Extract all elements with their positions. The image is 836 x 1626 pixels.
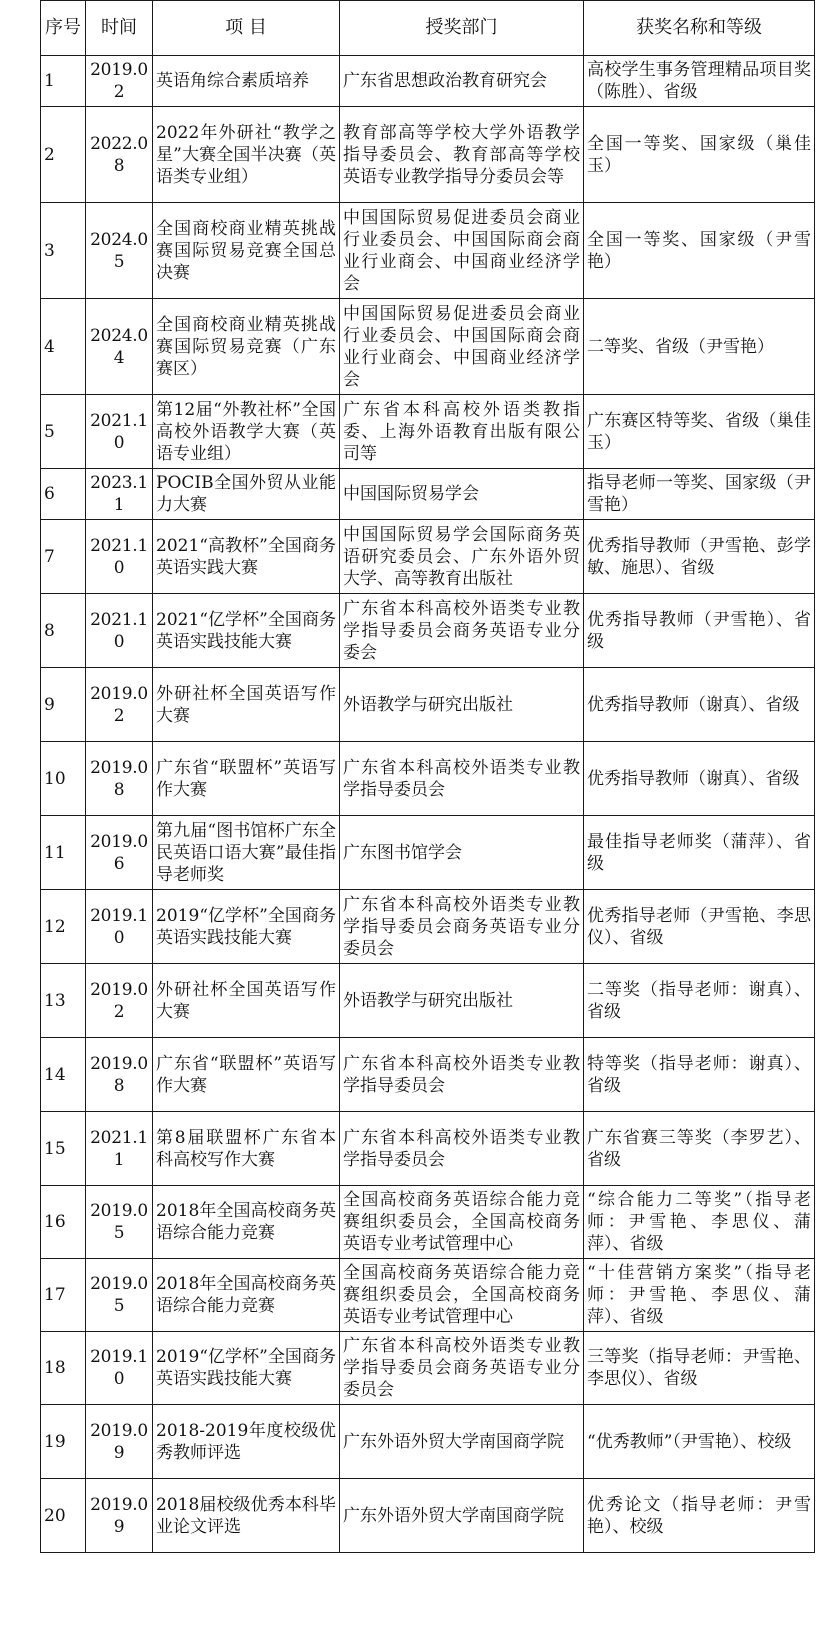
row-award: 全国一等奖、国家级（巢佳玉） xyxy=(584,107,815,203)
header-num: 序号 xyxy=(41,1,86,56)
row-date: 2019.02 xyxy=(86,964,153,1038)
row-department: 中国国际贸易学会国际商务英语研究委员会、广东外语外贸大学、高等教育出版社 xyxy=(340,520,584,594)
row-department: 广东省思想政治教育研究会 xyxy=(340,56,584,107)
row-project: 2018届校级优秀本科毕业论文评选 xyxy=(153,1479,340,1553)
table-row xyxy=(41,964,815,1038)
header-award: 获奖名称和等级 xyxy=(584,1,815,56)
header-department: 授奖部门 xyxy=(340,1,584,56)
awards-table xyxy=(40,0,815,1553)
row-date: 2021.10 xyxy=(86,395,153,469)
table-row xyxy=(41,1038,815,1112)
table-row xyxy=(41,56,815,107)
row-number: 16 xyxy=(41,1186,86,1259)
row-date: 2021.11 xyxy=(86,1112,153,1186)
row-award: 二等奖、省级（尹雪艳） xyxy=(584,299,815,395)
row-date: 2022.08 xyxy=(86,107,153,203)
table-row xyxy=(41,1259,815,1332)
row-project: 2019“亿学杯”全国商务英语实践技能大赛 xyxy=(153,1332,340,1405)
row-project: 2019“亿学杯”全国商务英语实践技能大赛 xyxy=(153,890,340,964)
row-project: 英语角综合素质培养 xyxy=(153,56,340,107)
row-project: 2022年外研社“教学之星”大赛全国半决赛（英语类专业组） xyxy=(153,107,340,203)
table-row xyxy=(41,299,815,395)
row-department: 广东外语外贸大学南国商学院 xyxy=(340,1405,584,1479)
row-award: 优秀指导教师（尹雪艳、彭学敏、施思）、省级 xyxy=(584,520,815,594)
row-date: 2021.10 xyxy=(86,520,153,594)
row-date: 2019.08 xyxy=(86,1038,153,1112)
table-row xyxy=(41,520,815,594)
row-number: 14 xyxy=(41,1038,86,1112)
header-row xyxy=(41,1,815,56)
row-number: 5 xyxy=(41,395,86,469)
row-date: 2024.05 xyxy=(86,203,153,299)
row-department: 教育部高等学校大学外语教学指导委员会、教育部高等学校英语专业教学指导分委员会等 xyxy=(340,107,584,203)
row-award: 优秀指导老师（尹雪艳、李思仪）、省级 xyxy=(584,890,815,964)
header-date: 时间 xyxy=(86,1,153,56)
row-project: 广东省“联盟杯”英语写作大赛 xyxy=(153,742,340,816)
row-project: POCIB全国外贸从业能力大赛 xyxy=(153,469,340,520)
table-row xyxy=(41,1332,815,1405)
row-number: 1 xyxy=(41,56,86,107)
row-department: 中国国际贸易学会 xyxy=(340,469,584,520)
table-row xyxy=(41,890,815,964)
table-row xyxy=(41,1405,815,1479)
row-project: 第12届“外教社杯”全国高校外语教学大赛（英语专业组） xyxy=(153,395,340,469)
row-number: 8 xyxy=(41,594,86,668)
row-award: 优秀论文（指导老师：尹雪艳）、校级 xyxy=(584,1479,815,1553)
header-project: 项 目 xyxy=(153,1,340,56)
row-department: 全国高校商务英语综合能力竞赛组织委员会，全国高校商务英语专业考试管理中心 xyxy=(340,1186,584,1259)
row-award: 指导老师一等奖、国家级（尹雪艳） xyxy=(584,469,815,520)
row-date: 2019.06 xyxy=(86,816,153,890)
row-number: 6 xyxy=(41,469,86,520)
row-project: 第九届“图书馆杯广东全民英语口语大赛”最佳指导老师奖 xyxy=(153,816,340,890)
table-row xyxy=(41,1112,815,1186)
row-date: 2019.05 xyxy=(86,1186,153,1259)
row-award: 全国一等奖、国家级（尹雪艳） xyxy=(584,203,815,299)
table-row xyxy=(41,1186,815,1259)
row-number: 2 xyxy=(41,107,86,203)
row-department: 中国国际贸易促进委员会商业行业委员会、中国国际商会商业行业商会、中国商业经济学会 xyxy=(340,299,584,395)
row-date: 2019.10 xyxy=(86,1332,153,1405)
table-row xyxy=(41,668,815,742)
row-project: 2021“亿学杯”全国商务英语实践技能大赛 xyxy=(153,594,340,668)
table-row xyxy=(41,816,815,890)
row-department: 广东图书馆学会 xyxy=(340,816,584,890)
row-number: 4 xyxy=(41,299,86,395)
row-number: 12 xyxy=(41,890,86,964)
row-award: 优秀指导教师（尹雪艳）、省级 xyxy=(584,594,815,668)
row-project: 全国商校商业精英挑战赛国际贸易竞赛（广东赛区） xyxy=(153,299,340,395)
row-award: 最佳指导老师奖（蒲萍）、省级 xyxy=(584,816,815,890)
row-award: 三等奖（指导老师：尹雪艳、李思仪）、省级 xyxy=(584,1332,815,1405)
row-number: 20 xyxy=(41,1479,86,1553)
row-date: 2019.05 xyxy=(86,1259,153,1332)
row-date: 2023.11 xyxy=(86,469,153,520)
row-award: 优秀指导教师（谢真）、省级 xyxy=(584,742,815,816)
row-award: 特等奖（指导老师：谢真）、省级 xyxy=(584,1038,815,1112)
row-project: 2018-2019年度校级优秀教师评选 xyxy=(153,1405,340,1479)
row-project: 2018年全国高校商务英语综合能力竞赛 xyxy=(153,1186,340,1259)
row-date: 2019.09 xyxy=(86,1405,153,1479)
row-number: 7 xyxy=(41,520,86,594)
table-row xyxy=(41,395,815,469)
row-date: 2019.02 xyxy=(86,56,153,107)
row-department: 广东外语外贸大学南国商学院 xyxy=(340,1479,584,1553)
row-department: 广东省本科高校外语类专业教学指导委员会 xyxy=(340,1112,584,1186)
row-department: 广东省本科高校外语类专业教学指导委员会商务英语专业分委员会 xyxy=(340,890,584,964)
row-date: 2019.10 xyxy=(86,890,153,964)
row-award: “十佳营销方案奖”（指导老师：尹雪艳、李思仪、蒲萍）、省级 xyxy=(584,1259,815,1332)
row-number: 10 xyxy=(41,742,86,816)
row-number: 9 xyxy=(41,668,86,742)
table-row xyxy=(41,107,815,203)
row-number: 11 xyxy=(41,816,86,890)
row-award: 广东省赛三等奖（李罗艺）、省级 xyxy=(584,1112,815,1186)
row-project: 2018年全国高校商务英语综合能力竞赛 xyxy=(153,1259,340,1332)
row-department: 外语教学与研究出版社 xyxy=(340,668,584,742)
table-row xyxy=(41,203,815,299)
row-number: 3 xyxy=(41,203,86,299)
row-project: 全国商校商业精英挑战赛国际贸易竞赛全国总决赛 xyxy=(153,203,340,299)
row-number: 15 xyxy=(41,1112,86,1186)
row-department: 广东省本科高校外语类教指委、上海外语教育出版有限公司等 xyxy=(340,395,584,469)
row-date: 2019.08 xyxy=(86,742,153,816)
row-date: 2019.02 xyxy=(86,668,153,742)
row-date: 2024.04 xyxy=(86,299,153,395)
row-number: 17 xyxy=(41,1259,86,1332)
row-department: 中国国际贸易促进委员会商业行业委员会、中国国际商会商业行业商会、中国商业经济学会 xyxy=(340,203,584,299)
table-row xyxy=(41,469,815,520)
row-project: 外研社杯全国英语写作大赛 xyxy=(153,964,340,1038)
row-department: 广东省本科高校外语类专业教学指导委员会商务英语专业分委员会 xyxy=(340,1332,584,1405)
table-row xyxy=(41,742,815,816)
table-row xyxy=(41,594,815,668)
row-project: 2021“高教杯”全国商务英语实践大赛 xyxy=(153,520,340,594)
row-department: 广东省本科高校外语类专业教学指导委员会 xyxy=(340,1038,584,1112)
row-department: 全国高校商务英语综合能力竞赛组织委员会，全国高校商务英语专业考试管理中心 xyxy=(340,1259,584,1332)
row-project: 广东省“联盟杯”英语写作大赛 xyxy=(153,1038,340,1112)
row-award: “综合能力二等奖”（指导老师：尹雪艳、李思仪、蒲萍）、省级 xyxy=(584,1186,815,1259)
row-department: 外语教学与研究出版社 xyxy=(340,964,584,1038)
row-number: 13 xyxy=(41,964,86,1038)
row-award: 高校学生事务管理精品项目奖（陈胜）、省级 xyxy=(584,56,815,107)
row-award: 二等奖（指导老师：谢真）、省级 xyxy=(584,964,815,1038)
row-date: 2019.09 xyxy=(86,1479,153,1553)
table-row xyxy=(41,1479,815,1553)
row-number: 18 xyxy=(41,1332,86,1405)
row-project: 外研社杯全国英语写作大赛 xyxy=(153,668,340,742)
row-date: 2021.10 xyxy=(86,594,153,668)
row-award: 广东赛区特等奖、省级（巢佳玉） xyxy=(584,395,815,469)
row-award: “优秀教师”（尹雪艳）、校级 xyxy=(584,1405,815,1479)
row-number: 19 xyxy=(41,1405,86,1479)
row-department: 广东省本科高校外语类专业教学指导委员会商务英语专业分委会 xyxy=(340,594,584,668)
row-project: 第8届联盟杯广东省本科高校写作大赛 xyxy=(153,1112,340,1186)
row-award: 优秀指导教师（谢真）、省级 xyxy=(584,668,815,742)
table-body xyxy=(41,56,815,1553)
row-department: 广东省本科高校外语类专业教学指导委员会 xyxy=(340,742,584,816)
